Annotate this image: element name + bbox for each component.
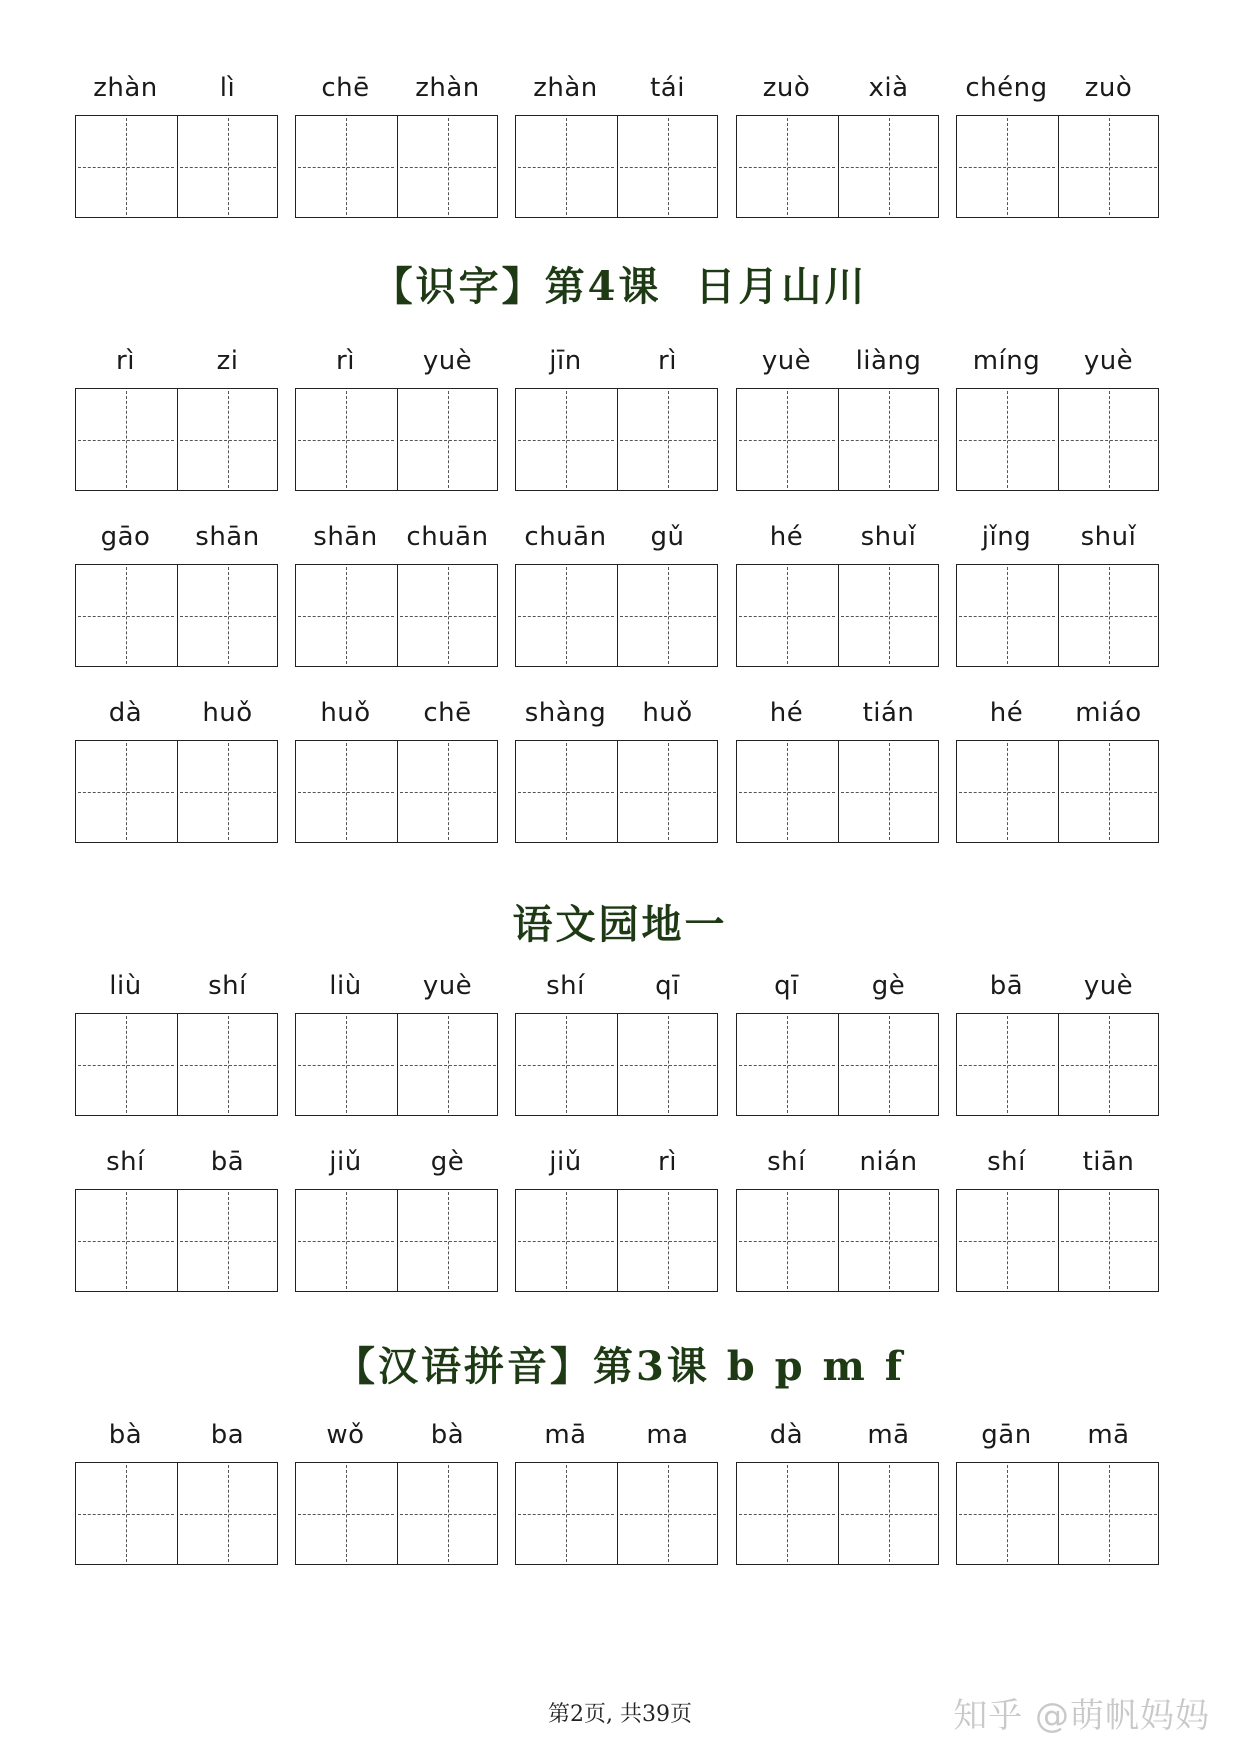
tianzige-cell[interactable] [617, 565, 718, 666]
word-group [956, 696, 1159, 859]
tianzige-cell[interactable] [397, 1014, 498, 1115]
word-group [75, 696, 278, 859]
guide-line-vertical [1007, 743, 1008, 840]
pinyin-label: dà [108, 698, 143, 728]
tianzige-cell[interactable] [617, 389, 718, 490]
pinyin-label: hé [769, 698, 804, 728]
writing-grid [295, 740, 498, 843]
pinyin-label: mā [867, 1420, 910, 1450]
tianzige-cell[interactable] [177, 1463, 278, 1564]
guide-line-vertical [228, 567, 229, 664]
guide-line-vertical [1109, 1192, 1110, 1289]
guide-line-vertical [787, 1192, 788, 1289]
pinyin-label: shān [195, 522, 260, 552]
pinyin-label: mā [544, 1420, 587, 1450]
guide-line-vertical [787, 567, 788, 664]
guide-line-vertical [889, 118, 890, 215]
pinyin-label: jǐng [981, 522, 1032, 552]
guide-line-vertical [889, 1465, 890, 1562]
writing-grid [736, 564, 939, 667]
word-group [295, 696, 498, 859]
word-group [956, 71, 1159, 234]
pinyin-label: rì [336, 346, 355, 376]
guide-line-vertical [566, 391, 567, 488]
writing-grid [956, 564, 1159, 667]
tianzige-cell[interactable] [617, 741, 718, 842]
guide-line-vertical [787, 1016, 788, 1113]
tianzige-cell[interactable] [76, 1014, 176, 1115]
guide-line-vertical [448, 391, 449, 488]
word-group [515, 344, 718, 507]
tianzige-cell[interactable] [617, 1014, 718, 1115]
guide-line-vertical [1109, 118, 1110, 215]
guide-line-vertical [346, 1465, 347, 1562]
guide-line-vertical [889, 1192, 890, 1289]
writing-grid [515, 564, 718, 667]
pinyin-label: tái [650, 73, 685, 103]
pinyin-label: dà [769, 1420, 804, 1450]
pinyin-label: shí [767, 1147, 806, 1177]
writing-grid [956, 115, 1159, 218]
pinyin-label: huǒ [202, 698, 253, 728]
pinyin-label: gān [981, 1420, 1032, 1450]
pinyin-label: yuè [422, 971, 473, 1001]
writing-grid [75, 740, 278, 843]
pinyin-label: qī [655, 971, 680, 1001]
writing-grid [75, 564, 278, 667]
tianzige-cell[interactable] [76, 1463, 176, 1564]
pinyin-label: shān [313, 522, 378, 552]
word-group [515, 969, 718, 1132]
pinyin-label: jīn [549, 346, 582, 376]
tianzige-cell[interactable] [1058, 389, 1159, 490]
tianzige-cell[interactable] [737, 565, 837, 666]
word-group [295, 969, 498, 1132]
pinyin-label: liàng [855, 346, 922, 376]
tianzige-cell[interactable] [397, 565, 498, 666]
tianzige-cell[interactable] [957, 116, 1057, 217]
pinyin-lesson-3-heading: 【汉语拼音】第3课 b p m f [334, 1343, 905, 1390]
guide-line-vertical [1109, 567, 1110, 664]
tianzige-cell[interactable] [76, 389, 176, 490]
guide-line-vertical [787, 743, 788, 840]
word-group [75, 71, 278, 234]
guide-line-vertical [346, 1192, 347, 1289]
pinyin-label: gè [871, 971, 906, 1001]
pinyin-label: mā [1087, 1420, 1130, 1450]
guide-line-vertical [346, 567, 347, 664]
guide-line-vertical [1109, 743, 1110, 840]
word-group [75, 1418, 278, 1581]
tianzige-cell[interactable] [1058, 1190, 1159, 1291]
tianzige-cell[interactable] [296, 741, 396, 842]
word-group [515, 1418, 718, 1581]
pinyin-label: bà [430, 1420, 465, 1450]
pinyin-label: chē [423, 698, 472, 728]
pinyin-label: zi [216, 346, 239, 376]
word-group [515, 696, 718, 859]
tianzige-cell[interactable] [296, 565, 396, 666]
guide-line-vertical [346, 1016, 347, 1113]
writing-grid [75, 388, 278, 491]
writing-grid [736, 1013, 939, 1116]
tianzige-cell[interactable] [1058, 741, 1159, 842]
pinyin-label: qī [774, 971, 799, 1001]
word-row [75, 969, 1169, 1132]
pinyin-label: hé [989, 698, 1024, 728]
pinyin-label: gǔ [650, 522, 685, 552]
guide-line-vertical [566, 1465, 567, 1562]
guide-line-vertical [228, 1192, 229, 1289]
guide-line-vertical [787, 118, 788, 215]
tianzige-cell[interactable] [296, 1014, 396, 1115]
pinyin-label: bā [989, 971, 1024, 1001]
writing-grid [515, 740, 718, 843]
tianzige-cell[interactable] [957, 565, 1057, 666]
writing-grid [736, 115, 939, 218]
guide-line-vertical [889, 567, 890, 664]
word-row [75, 696, 1169, 859]
pinyin-label: xià [868, 73, 909, 103]
writing-grid [295, 388, 498, 491]
pinyin-label: rì [658, 346, 677, 376]
writing-grid [515, 1462, 718, 1565]
word-group [295, 520, 498, 683]
pinyin-label: chē [321, 73, 370, 103]
pinyin-label: shí [208, 971, 247, 1001]
tianzige-cell[interactable] [177, 1014, 278, 1115]
pinyin-label: wǒ [326, 1420, 365, 1450]
tianzige-cell[interactable] [296, 389, 396, 490]
guide-line-vertical [668, 1192, 669, 1289]
guide-line-vertical [448, 1465, 449, 1562]
word-group [956, 344, 1159, 507]
tianzige-cell[interactable] [838, 389, 939, 490]
tianzige-cell[interactable] [397, 1190, 498, 1291]
tianzige-cell[interactable] [957, 741, 1057, 842]
pinyin-label: tián [862, 698, 915, 728]
tianzige-cell[interactable] [516, 389, 616, 490]
tianzige-cell[interactable] [957, 1190, 1057, 1291]
tianzige-cell[interactable] [838, 565, 939, 666]
guide-line-vertical [1007, 1192, 1008, 1289]
guide-line-vertical [448, 1192, 449, 1289]
guide-line-vertical [668, 743, 669, 840]
pinyin-label: míng [972, 346, 1041, 376]
tianzige-cell[interactable] [296, 1190, 396, 1291]
guide-line-vertical [346, 743, 347, 840]
pinyin-label: rì [116, 346, 135, 376]
garden-1-heading: 语文园地一 [512, 901, 728, 948]
guide-line-vertical [1007, 391, 1008, 488]
tianzige-cell[interactable] [957, 389, 1057, 490]
pinyin-label: shàng [524, 698, 607, 728]
writing-grid [956, 1462, 1159, 1565]
word-group [956, 520, 1159, 683]
lesson-4-heading: 【识字】第4课 日月山川 [372, 263, 868, 310]
guide-line-vertical [566, 743, 567, 840]
guide-line-vertical [448, 1016, 449, 1113]
writing-grid [295, 115, 498, 218]
writing-grid [515, 115, 718, 218]
writing-grid [515, 1189, 718, 1292]
writing-grid [736, 1189, 939, 1292]
tianzige-cell[interactable] [957, 1014, 1057, 1115]
writing-grid [515, 388, 718, 491]
guide-line-vertical [126, 743, 127, 840]
tianzige-cell[interactable] [397, 389, 498, 490]
pinyin-label: zhàn [93, 73, 158, 103]
pinyin-label: jiǔ [549, 1147, 582, 1177]
word-group [75, 969, 278, 1132]
guide-line-vertical [668, 1465, 669, 1562]
tianzige-cell[interactable] [516, 1463, 616, 1564]
tianzige-cell[interactable] [177, 389, 278, 490]
pinyin-label: shí [106, 1147, 145, 1177]
pinyin-label: shuǐ [860, 522, 917, 552]
word-group [736, 1418, 939, 1581]
guide-line-vertical [346, 118, 347, 215]
guide-line-vertical [566, 567, 567, 664]
word-group [736, 71, 939, 234]
guide-line-vertical [228, 118, 229, 215]
tianzige-cell[interactable] [1058, 1014, 1159, 1115]
tianzige-cell[interactable] [516, 741, 616, 842]
tianzige-cell[interactable] [617, 1463, 718, 1564]
word-row [75, 1145, 1169, 1308]
pinyin-label: yuè [1083, 971, 1134, 1001]
page-number: 第2页, 共39页 [548, 1702, 692, 1727]
pinyin-label: ba [210, 1420, 245, 1450]
watermark: 知乎 @萌帆妈妈 [953, 1696, 1210, 1736]
tianzige-cell[interactable] [737, 1190, 837, 1291]
guide-line-vertical [889, 743, 890, 840]
guide-line-vertical [126, 391, 127, 488]
pinyin-label: shuǐ [1080, 522, 1137, 552]
writing-grid [956, 740, 1159, 843]
tianzige-cell[interactable] [957, 1463, 1057, 1564]
writing-grid [75, 1189, 278, 1292]
word-group [956, 1418, 1159, 1581]
guide-line-vertical [228, 1465, 229, 1562]
guide-line-vertical [126, 1465, 127, 1562]
tianzige-cell[interactable] [177, 1190, 278, 1291]
tianzige-cell[interactable] [177, 741, 278, 842]
writing-grid [956, 1189, 1159, 1292]
guide-line-vertical [889, 391, 890, 488]
guide-line-vertical [228, 1016, 229, 1113]
word-group [515, 1145, 718, 1308]
pinyin-label: huǒ [642, 698, 693, 728]
pinyin-label: gāo [100, 522, 151, 552]
pinyin-label: chuān [524, 522, 607, 552]
word-group [295, 344, 498, 507]
word-group [736, 520, 939, 683]
tianzige-cell[interactable] [1058, 565, 1159, 666]
pinyin-label: zuò [1084, 73, 1133, 103]
pinyin-label: lì [219, 73, 236, 103]
writing-grid [295, 564, 498, 667]
writing-grid [956, 1013, 1159, 1116]
guide-line-vertical [668, 391, 669, 488]
word-group [75, 1145, 278, 1308]
tianzige-cell[interactable] [397, 741, 498, 842]
word-group [956, 1145, 1159, 1308]
tianzige-cell[interactable] [397, 1463, 498, 1564]
word-group [956, 969, 1159, 1132]
tianzige-cell[interactable] [737, 1463, 837, 1564]
tianzige-cell[interactable] [516, 1014, 616, 1115]
tianzige-cell[interactable] [516, 565, 616, 666]
tianzige-cell[interactable] [76, 116, 176, 217]
word-group [515, 71, 718, 234]
writing-grid [956, 388, 1159, 491]
word-row [75, 1418, 1169, 1581]
tianzige-cell[interactable] [1058, 1463, 1159, 1564]
guide-line-vertical [126, 118, 127, 215]
pinyin-label: yuè [422, 346, 473, 376]
word-row [75, 71, 1169, 234]
writing-grid [295, 1013, 498, 1116]
writing-grid [736, 388, 939, 491]
guide-line-vertical [889, 1016, 890, 1113]
pinyin-label: gè [430, 1147, 465, 1177]
tianzige-cell[interactable] [516, 116, 616, 217]
tianzige-cell[interactable] [177, 565, 278, 666]
pinyin-label: ma [646, 1420, 689, 1450]
word-row [75, 344, 1169, 507]
guide-line-vertical [1109, 391, 1110, 488]
word-group [515, 520, 718, 683]
writing-grid [295, 1462, 498, 1565]
tianzige-cell[interactable] [76, 565, 176, 666]
tianzige-cell[interactable] [76, 741, 176, 842]
pinyin-label: bà [108, 1420, 143, 1450]
pinyin-label: chéng [965, 73, 1048, 103]
writing-grid [75, 1462, 278, 1565]
pinyin-label: chuān [406, 522, 489, 552]
tianzige-cell[interactable] [516, 1190, 616, 1291]
guide-line-vertical [787, 1465, 788, 1562]
guide-line-vertical [1007, 567, 1008, 664]
guide-line-vertical [1007, 118, 1008, 215]
tianzige-cell[interactable] [838, 1014, 939, 1115]
guide-line-vertical [228, 743, 229, 840]
writing-grid [295, 1189, 498, 1292]
tianzige-cell[interactable] [838, 1190, 939, 1291]
guide-line-vertical [1007, 1465, 1008, 1562]
guide-line-vertical [668, 118, 669, 215]
tianzige-cell[interactable] [737, 116, 837, 217]
guide-line-vertical [448, 743, 449, 840]
pinyin-label: tiān [1082, 1147, 1135, 1177]
word-group [295, 71, 498, 234]
guide-line-vertical [668, 567, 669, 664]
pinyin-label: huǒ [320, 698, 371, 728]
pinyin-label: zhàn [533, 73, 598, 103]
tianzige-cell[interactable] [737, 389, 837, 490]
pinyin-label: shí [546, 971, 585, 1001]
guide-line-vertical [1109, 1465, 1110, 1562]
word-group [295, 1418, 498, 1581]
tianzige-cell[interactable] [617, 116, 718, 217]
tianzige-cell[interactable] [838, 741, 939, 842]
pinyin-label: miáo [1075, 698, 1142, 728]
tianzige-cell[interactable] [177, 116, 278, 217]
guide-line-vertical [566, 1016, 567, 1113]
guide-line-vertical [126, 567, 127, 664]
writing-grid [515, 1013, 718, 1116]
tianzige-cell[interactable] [737, 1014, 837, 1115]
pinyin-label: bā [210, 1147, 245, 1177]
word-group [736, 969, 939, 1132]
pinyin-label: zhàn [415, 73, 480, 103]
word-group [295, 1145, 498, 1308]
tianzige-cell[interactable] [296, 116, 396, 217]
pinyin-label: nián [859, 1147, 918, 1177]
writing-grid [75, 1013, 278, 1116]
pinyin-label: yuè [761, 346, 812, 376]
guide-line-vertical [448, 567, 449, 664]
guide-line-vertical [126, 1016, 127, 1113]
guide-line-vertical [346, 391, 347, 488]
tianzige-cell[interactable] [1058, 116, 1159, 217]
guide-line-vertical [126, 1192, 127, 1289]
pinyin-label: rì [658, 1147, 677, 1177]
word-group [736, 1145, 939, 1308]
guide-line-vertical [566, 118, 567, 215]
guide-line-vertical [787, 391, 788, 488]
guide-line-vertical [228, 391, 229, 488]
pinyin-label: hé [769, 522, 804, 552]
tianzige-cell[interactable] [76, 1190, 176, 1291]
tianzige-cell[interactable] [296, 1463, 396, 1564]
tianzige-cell[interactable] [397, 116, 498, 217]
guide-line-vertical [1007, 1016, 1008, 1113]
pinyin-label: liù [329, 971, 362, 1001]
writing-grid [736, 1462, 939, 1565]
word-group [75, 520, 278, 683]
writing-grid [736, 740, 939, 843]
guide-line-vertical [448, 118, 449, 215]
tianzige-cell[interactable] [838, 116, 939, 217]
writing-grid [75, 115, 278, 218]
pinyin-label: zuò [762, 73, 811, 103]
pinyin-label: liù [109, 971, 142, 1001]
word-group [736, 344, 939, 507]
guide-line-vertical [566, 1192, 567, 1289]
word-row [75, 520, 1169, 683]
tianzige-cell[interactable] [617, 1190, 718, 1291]
guide-line-vertical [1109, 1016, 1110, 1113]
tianzige-cell[interactable] [838, 1463, 939, 1564]
pinyin-label: shí [987, 1147, 1026, 1177]
word-group [75, 344, 278, 507]
pinyin-label: jiǔ [329, 1147, 362, 1177]
word-group [736, 696, 939, 859]
tianzige-cell[interactable] [737, 741, 837, 842]
guide-line-vertical [668, 1016, 669, 1113]
pinyin-label: yuè [1083, 346, 1134, 376]
